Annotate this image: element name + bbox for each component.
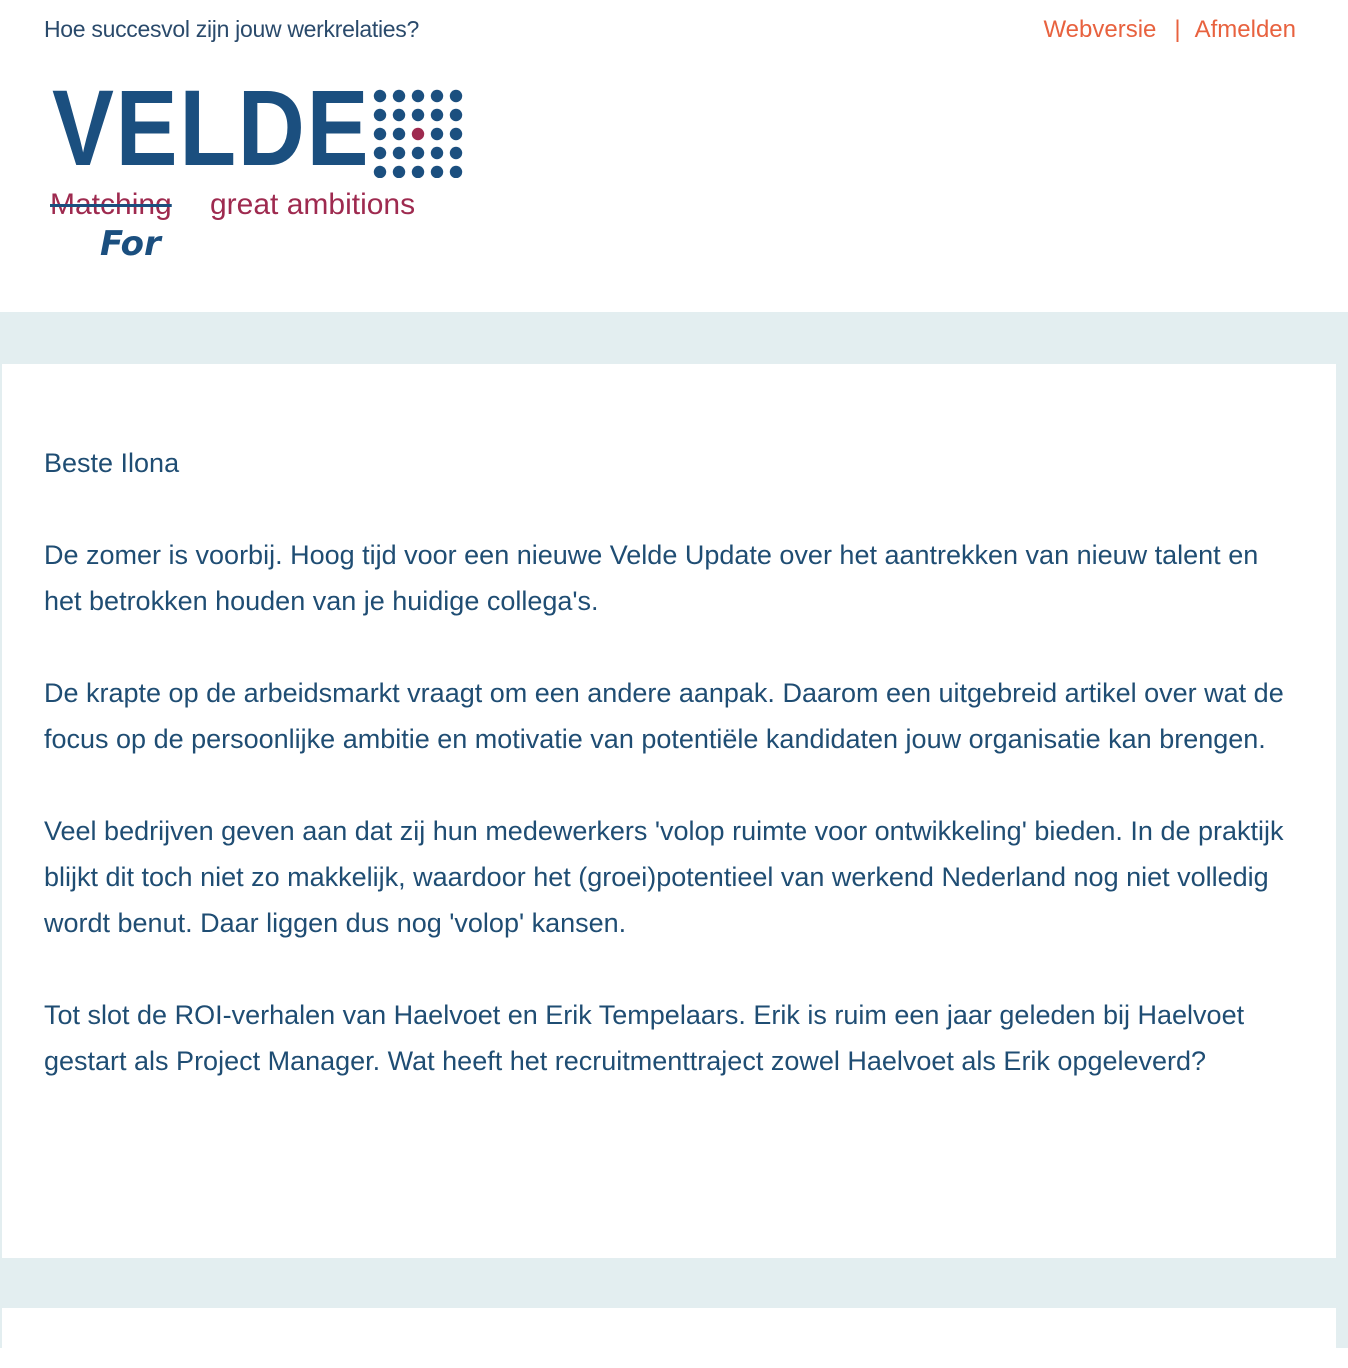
- email-body: [44, 440, 1294, 1130]
- unsubscribe-link[interactable]: Afmelden: [1194, 16, 1296, 43]
- logo-dot: [412, 128, 424, 140]
- logo-handwritten-for: For: [100, 224, 161, 264]
- logo-dot: [412, 147, 424, 159]
- logo-dot: [431, 128, 443, 140]
- logo-tagline: great ambitions: [210, 188, 416, 221]
- logo-dot: [374, 109, 386, 121]
- logo-dot: [374, 90, 386, 102]
- logo-dot: [393, 109, 405, 121]
- logo-dot: [431, 166, 443, 178]
- logo-dot: [450, 90, 462, 102]
- email-header: [0, 0, 1348, 70]
- logo-dot: [412, 90, 424, 102]
- logo-dot: [393, 90, 405, 102]
- paragraph-intro: De zomer is voorbij. Hoog tijd voor een nieuwe Velde Update over het aantrekken van nieuw talent en het betrokken houden van je huidige collega's.: [44, 540, 1259, 616]
- next-content-card: [2, 1308, 1336, 1368]
- logo-dot: [431, 109, 443, 121]
- logo-dot: [450, 166, 462, 178]
- link-separator: |: [1174, 16, 1181, 43]
- header-links: [1043, 16, 1296, 44]
- logo-dot: [450, 109, 462, 121]
- logo-dot-grid-icon: [372, 88, 464, 178]
- logo-dot: [450, 147, 462, 159]
- email-content-card: [2, 364, 1336, 1258]
- logo-dot: [374, 166, 386, 178]
- logo-dot: [393, 166, 405, 178]
- logo-dot: [431, 90, 443, 102]
- logo-dot: [393, 128, 405, 140]
- paragraph-article: De krapte op de arbeidsmarkt vraagt om een andere aanpak. Daarom een uitgebreid artikel over wat de focus op de persoonlijke ambitie en motivatie van potentiële kandidaten jouw organisatie kan brengen.: [44, 678, 1284, 754]
- logo-dot: [393, 147, 405, 159]
- logo-dot: [374, 128, 386, 140]
- logo-dot: [412, 109, 424, 121]
- preheader-text: Hoe succesvol zijn jouw werkrelaties?: [44, 16, 419, 42]
- velde-logo[interactable]: [44, 67, 484, 268]
- logo-tagline-struck: Matching: [50, 188, 172, 221]
- webversion-link[interactable]: Webversie: [1043, 16, 1157, 43]
- logo-wordmark: VELDE: [52, 67, 371, 188]
- logo-dot: [450, 128, 462, 140]
- logo-dot: [431, 147, 443, 159]
- logo-dot: [374, 147, 386, 159]
- logo-dot: [412, 166, 424, 178]
- greeting: Beste Ilona: [44, 448, 180, 478]
- paragraph-development: Veel bedrijven geven aan dat zij hun medewerkers 'volop ruimte voor ontwikkeling' bieden. In de praktijk blijkt dit toch niet zo makkelijk, waardoor het (groei)potentieel van werkend Nederland nog niet volledig wordt benut. Daar liggen dus nog 'volop' kansen.: [44, 816, 1284, 938]
- paragraph-roi: Tot slot de ROI-verhalen van Haelvoet en Erik Tempelaars. Erik is ruim een jaar geleden bij Haelvoet gestart als Project Manager. Wat heeft het recruitmenttraject zowel Haelvoet als Erik opgeleverd?: [44, 1000, 1245, 1076]
